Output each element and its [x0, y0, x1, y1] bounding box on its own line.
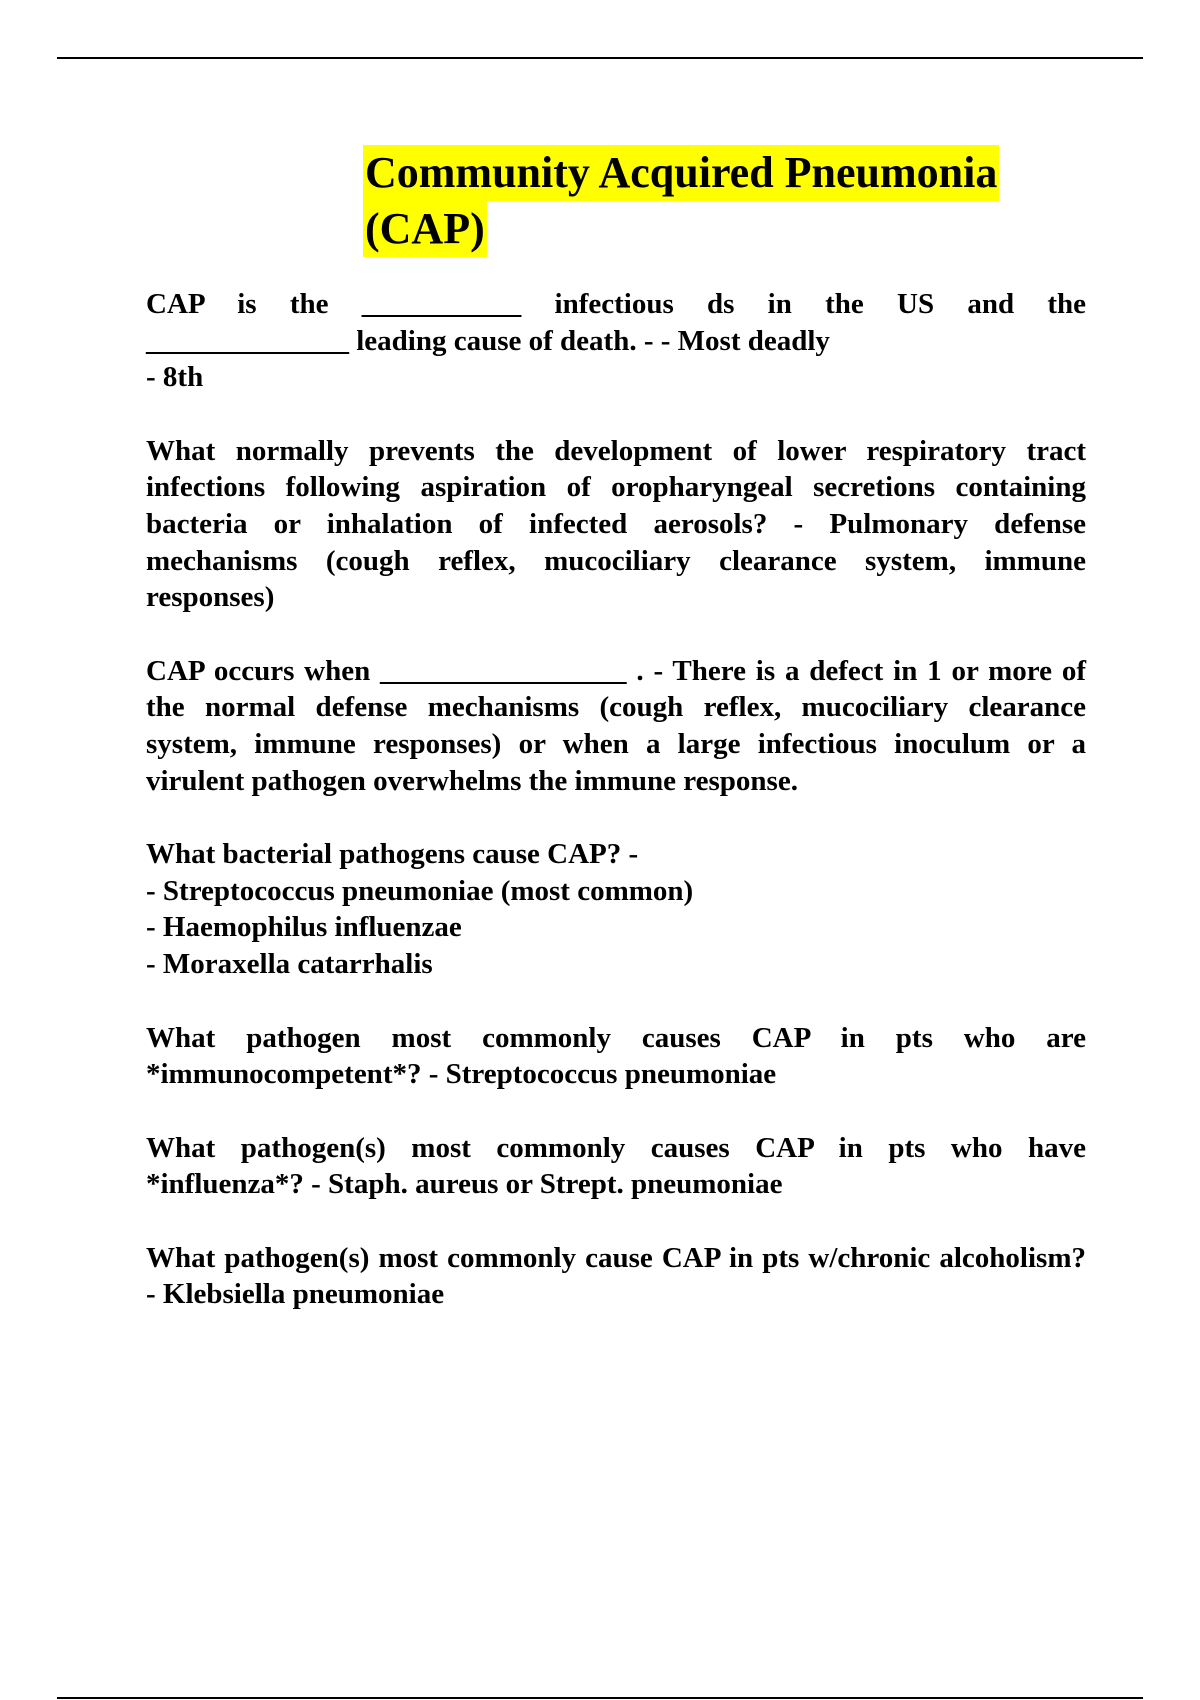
- top-rule: [57, 57, 1143, 59]
- title-line-2: (CAP): [363, 201, 487, 257]
- qa-1-line-2: ______________ leading cause of death. - - Most deadly: [146, 324, 830, 357]
- qa-4-question: What bacterial pathogens cause CAP? -: [146, 838, 639, 871]
- list-item: - Haemophilus influenzae: [146, 911, 462, 944]
- list-item: - Moraxella catarrhalis: [146, 947, 433, 980]
- qa-1-line-3: - 8th: [146, 361, 204, 394]
- qa-item-6: What pathogen(s) most commonly causes CAP in pts who have *influenza*? - Staph. aureus or Strept. pneumoniae: [146, 1131, 1086, 1201]
- bottom-rule: [57, 1697, 1143, 1699]
- list-item: - Streptococcus pneumoniae (most common): [146, 874, 694, 907]
- qa-item-4: [146, 836, 1086, 982]
- qa-1-line-1: CAP is the ___________ infectious ds in the US and the: [146, 288, 1086, 320]
- qa-item-2: What normally prevents the development of lower respiratory tract infections following aspiration of oropharyngeal secretions containing bacteria or inhalation of infected aerosols? - Pulmonary defense mechanisms (cough reflex, mucociliary clearance system, immune responses): [146, 434, 1086, 614]
- qa-item-3: CAP occurs when _________________ . - There is a defect in 1 or more of the normal defense mechanisms (cough reflex, mucociliary clearance system, immune responses) or when a large infectious inoculum or a virulent pathogen overwhelms the immune response.: [146, 654, 1086, 797]
- document-title: [363, 145, 1063, 257]
- document-body: [146, 286, 1086, 1350]
- title-line-1: Community Acquired Pneumonia: [363, 145, 999, 201]
- qa-item-5: What pathogen most commonly causes CAP in pts who are *immunocompetent*? - Streptococcus pneumoniae: [146, 1021, 1086, 1091]
- qa-item-1: [146, 286, 1086, 396]
- qa-item-7: What pathogen(s) most commonly cause CAP in pts w/chronic alcoholism? - Klebsiella pneumoniae: [146, 1241, 1086, 1311]
